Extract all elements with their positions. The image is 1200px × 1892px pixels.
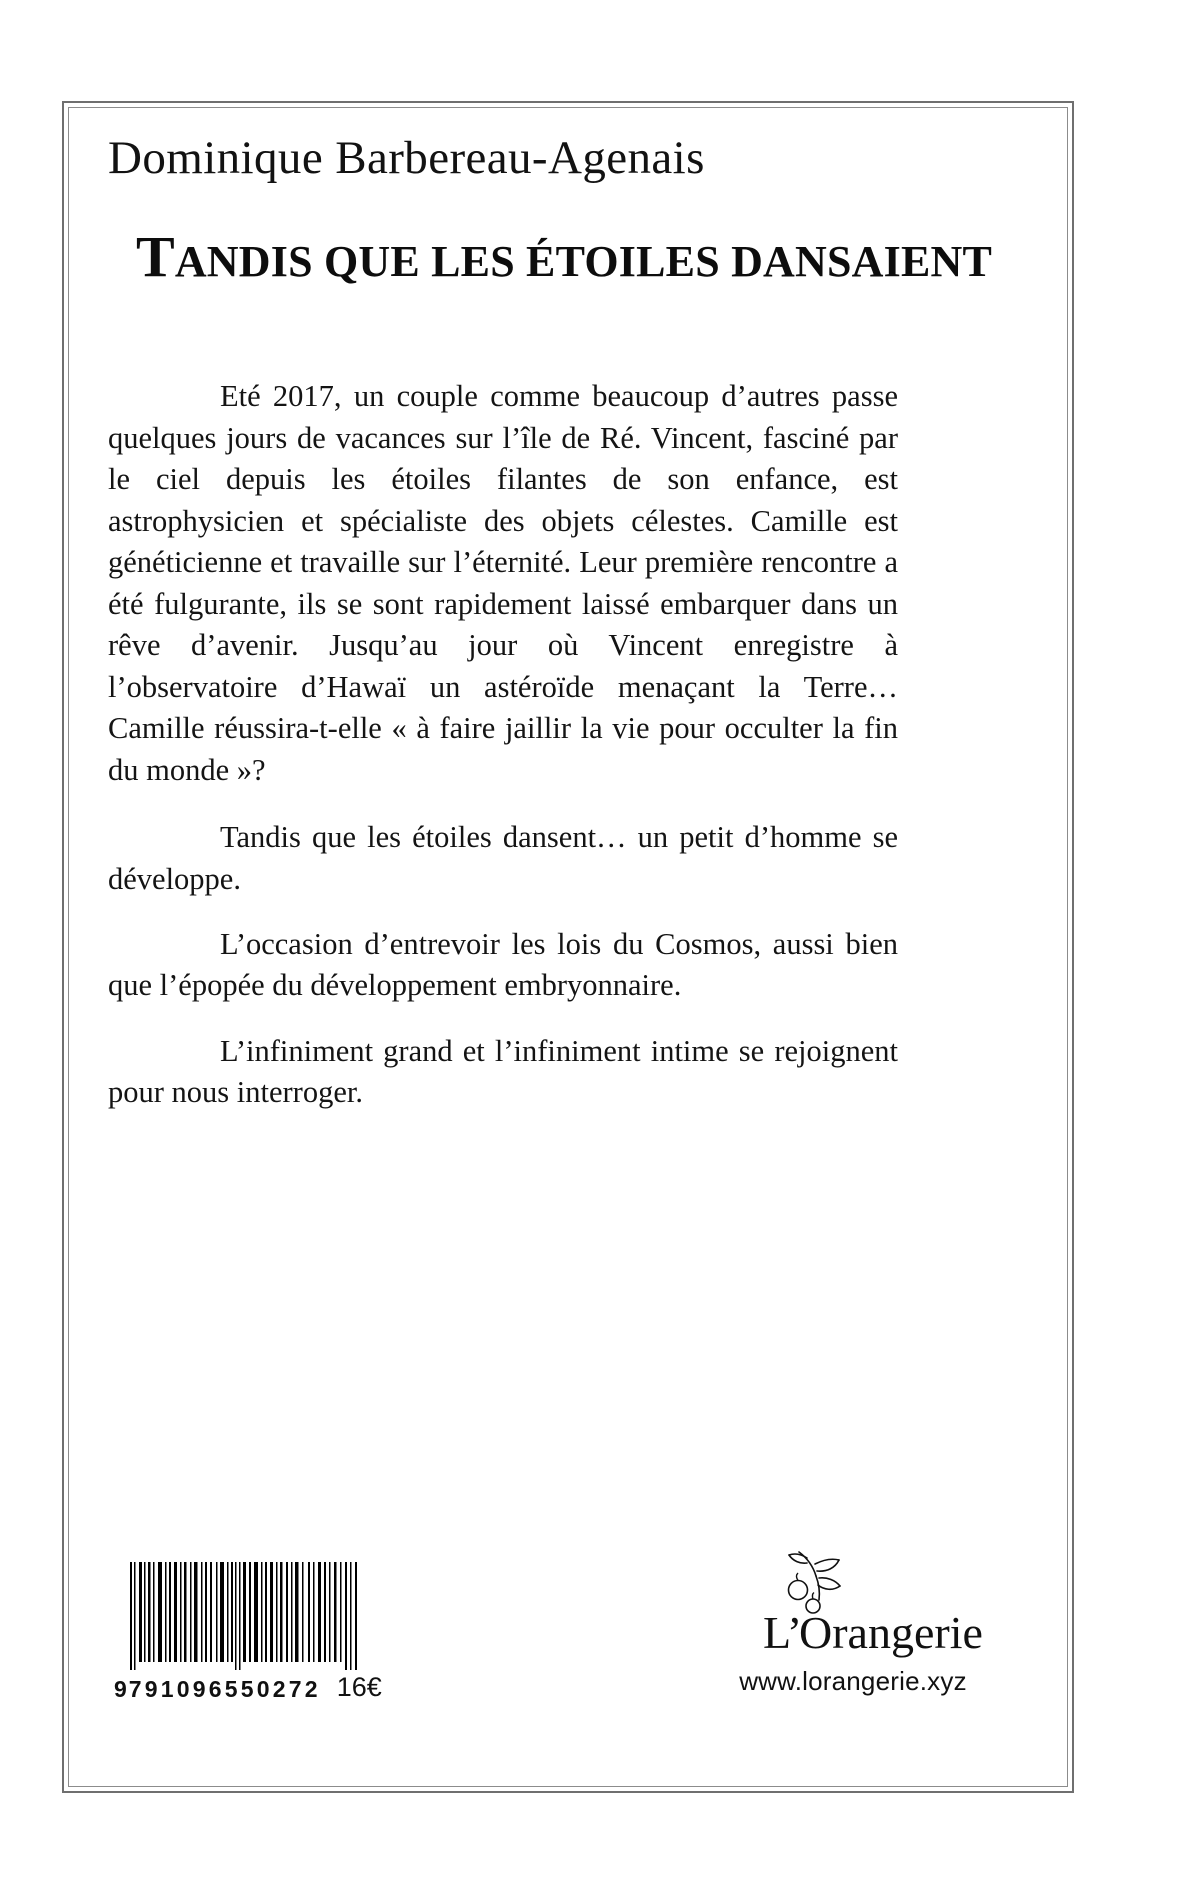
blurb-paragraph-4: L’infiniment grand et l’infiniment intime se rejoignent pour nous interroger. (108, 1033, 898, 1110)
publisher-block (688, 1544, 1018, 1697)
isbn-number: 791096550272 (128, 1676, 321, 1702)
orangerie-branch-icon (703, 1544, 1003, 1662)
publisher-website[interactable]: www.lorangerie.xyz (739, 1666, 967, 1696)
blurb-block (108, 284, 898, 1114)
isbn-lead-digit: 9 (114, 1676, 127, 1702)
title-drop-cap: T (135, 224, 175, 290)
barcode-caption-row (114, 1671, 414, 1701)
ean13-barcode-image (130, 1562, 362, 1670)
author-name: Dominique Barbereau‑Agenais (108, 132, 705, 184)
book-title (108, 183, 1028, 290)
blurb-paragraph-1: Eté 2017, un couple comme beaucoup d’autres passe quelques jours de vacances sur l’île de Ré. Vincent, fasciné par le ciel depuis les étoiles filantes de son enfance, est astrophysicien et spécialiste des objets célestes. Camille est généticienne et travaille sur l’éternité. Leur première rencontre a été fulgurante, ils se sont rapidement laissé embarquer dans un rêve d’avenir. Jusqu’au jour où Vincent enregistre à l’observatoire d’Hawaï un astéroïde menaçant la Terre… Camille réussira-t-elle « à faire jaillir la vie pour occulter la fin du monde »? (108, 379, 898, 787)
svg-text:Orangerie: Orangerie (799, 1607, 983, 1658)
price-label: 16€ (336, 1672, 382, 1702)
blurb-paragraph-2: Tandis que les étoiles dansent… un petit d’homme se développe. (108, 820, 898, 896)
blurb-paragraph-3: L’occasion d’entrevoir les lois du Cosmos, aussi bien que l’épopée du développement embryonnaire. (108, 926, 898, 1003)
cover-footer (108, 1540, 1028, 1760)
cover-content (108, 120, 1028, 1770)
barcode-block (114, 1562, 414, 1701)
publisher-logo (688, 1544, 1018, 1662)
title-text: ANDIS QUE LES ÉTOILES DANSAIENT (174, 237, 993, 287)
svg-text:L’: L’ (763, 1607, 803, 1658)
